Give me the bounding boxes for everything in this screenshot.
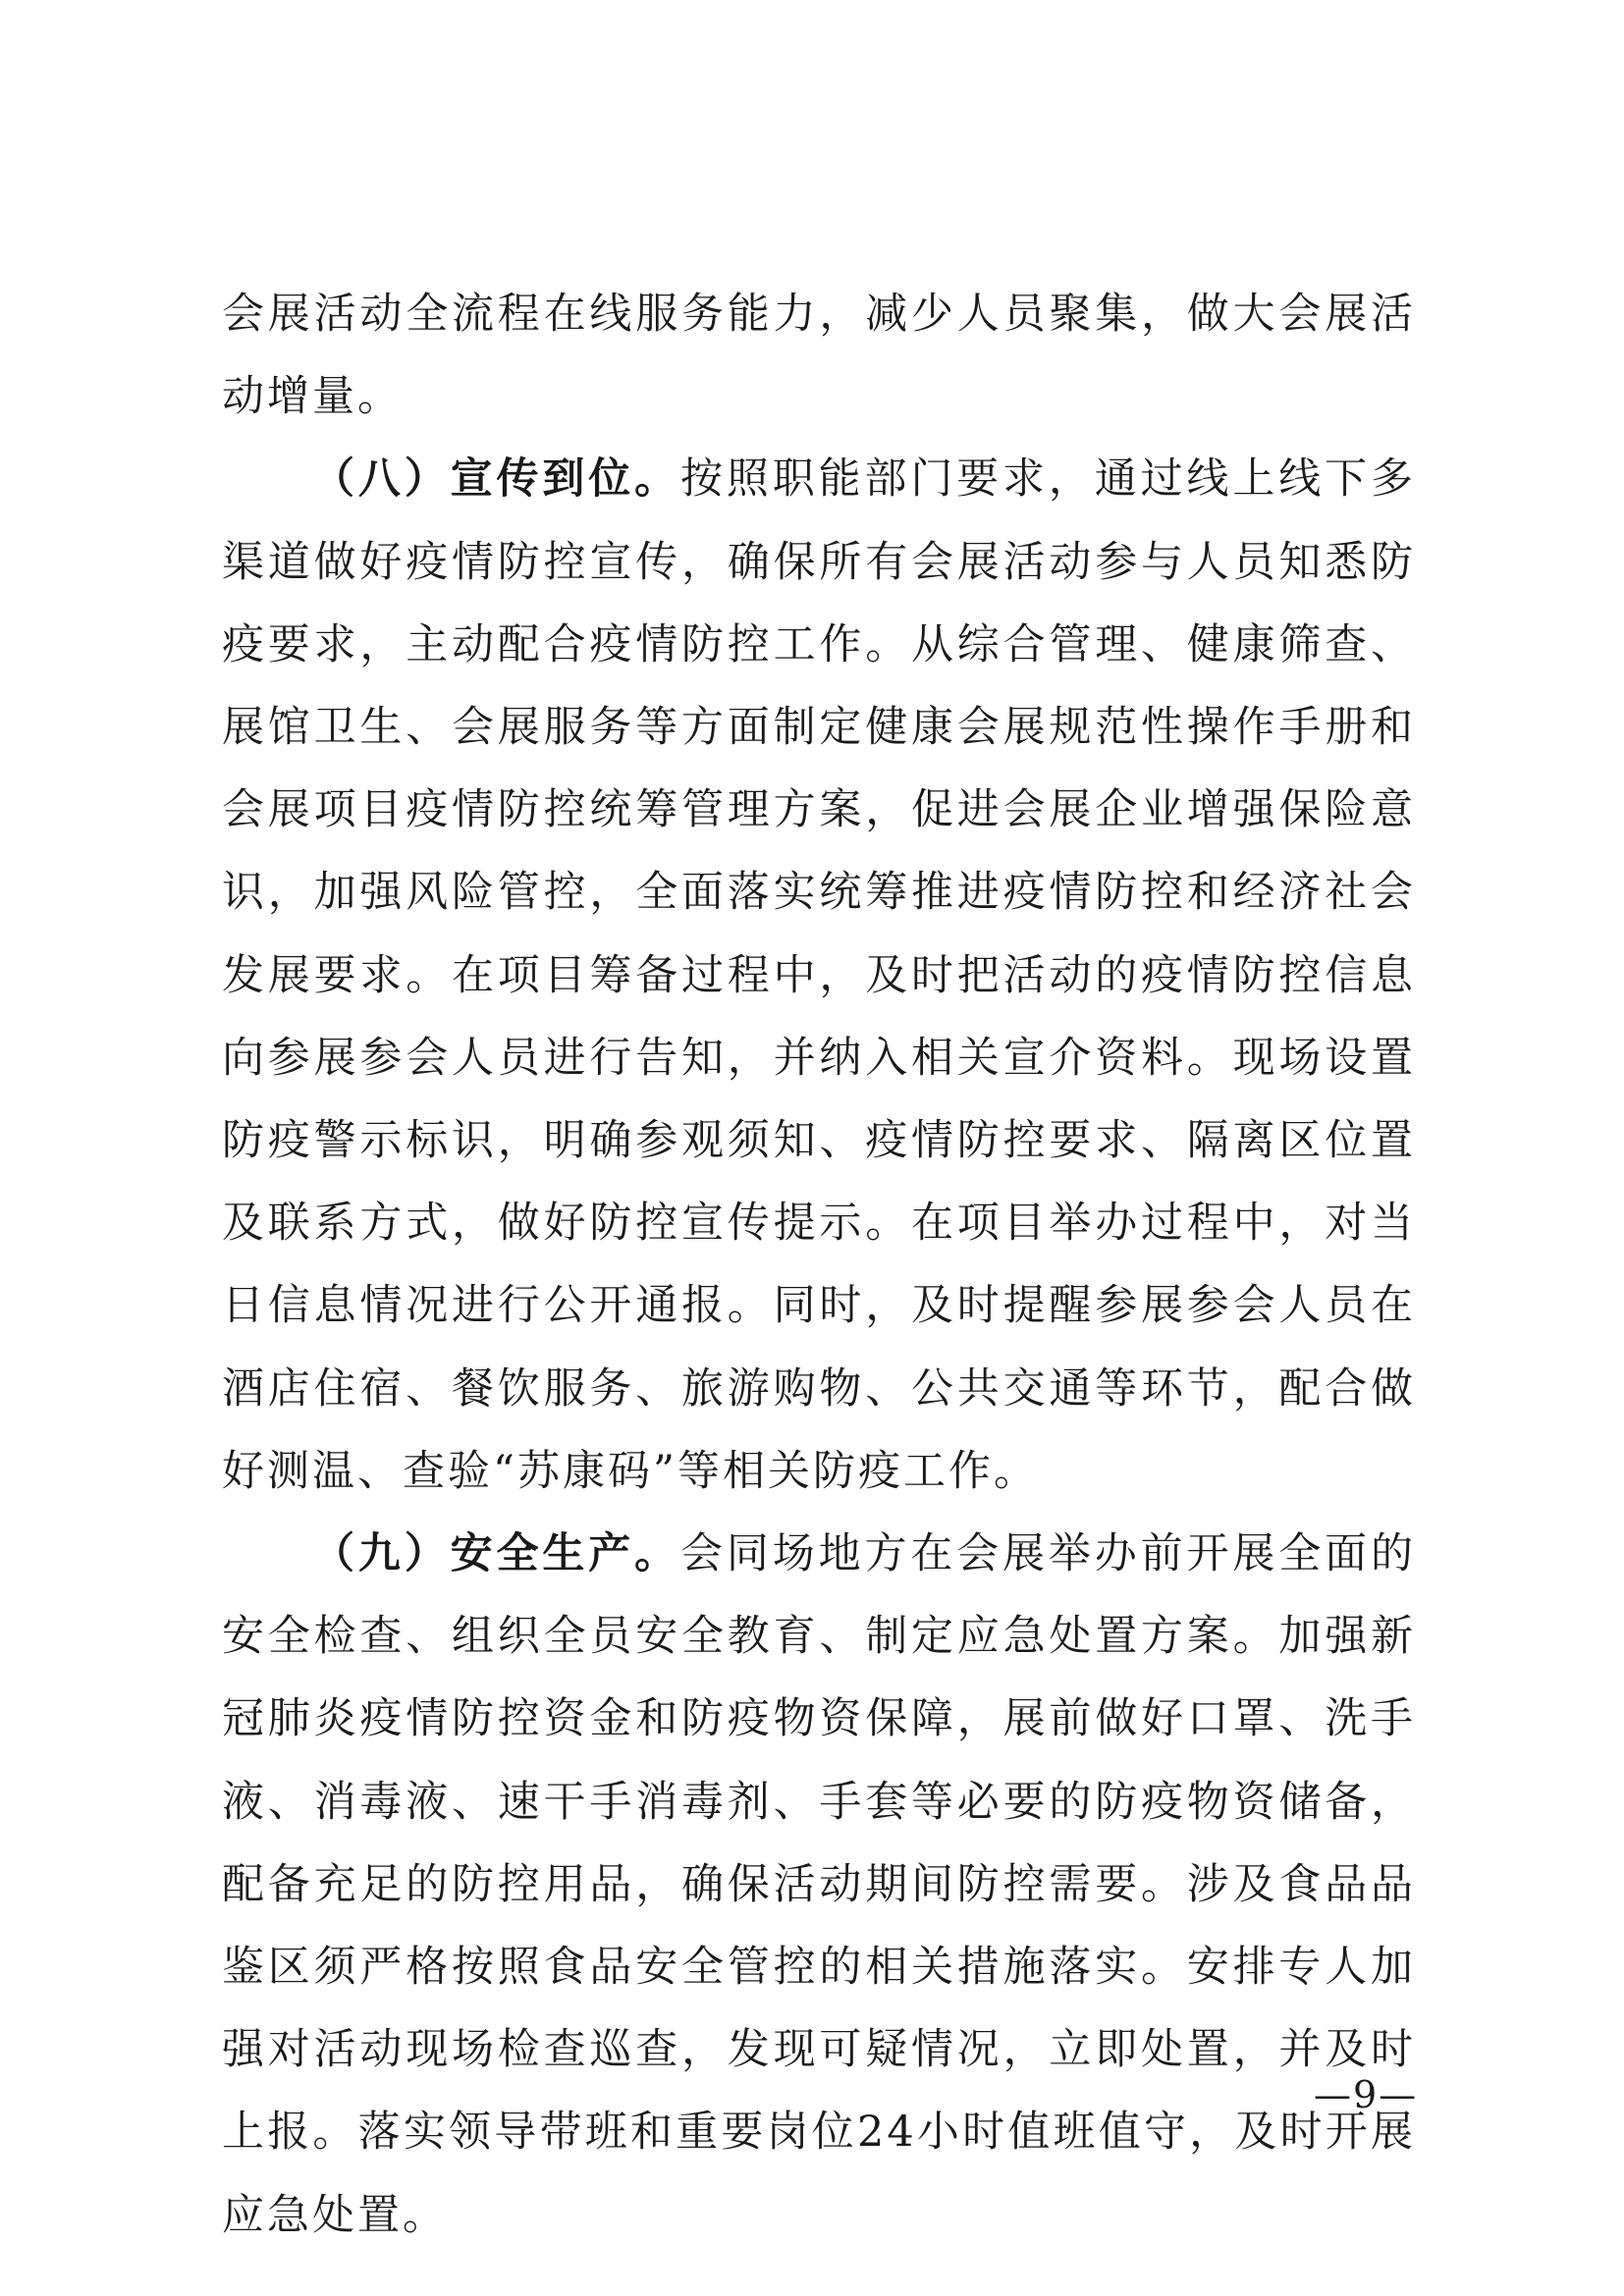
- paragraph-continuation: [222, 273, 1416, 438]
- section-heading: （九）安全生产。: [312, 1529, 680, 1579]
- section-heading: （八）宣传到位。: [312, 454, 680, 505]
- page-number: —9—: [1314, 2073, 1419, 2116]
- paragraph-section-9: [222, 1513, 1419, 2257]
- paragraph-text: 会展活动全流程在线服务能力，减少人员聚集，做大会展活动增量。: [222, 290, 1416, 422]
- document-body: [222, 273, 1419, 2257]
- paragraph-section-8: [222, 438, 1416, 1513]
- paragraph-text: 会同场地方在会展举办前开展全面的安全检查、组织全员安全教育、制定应急处置方案。加强新冠肺炎疫情防控资金和防疫物资保障，展前做好口罩、洗手液、消毒液、速干手消毒剂、手套等必要的防疫物资储备，配备充足的防控用品，确保活动期间防控需要。涉及食品品鉴区须严格按照食品安全管控的相关措施落实。安排专人加强对活动现场检查巡查，发现可疑情况，立即处置，并及时上报。落实领导带班和重要岗位24小时值班值守，及时开展应急处置。: [222, 1529, 1417, 2240]
- paragraph-text: 按照职能部门要求，通过线上线下多渠道做好疫情防控宣传，确保所有会展活动参与人员知悉防疫要求，主动配合疫情防控工作。从综合管理、健康筛查、展馆卫生、会展服务等方面制定健康会展规范性操作手册和会展项目疫情防控统筹管理方案，促进会展企业增强保险意识，加强风险管控，全面落实统筹推进疫情防控和经济社会发展要求。在项目筹备过程中，及时把活动的疫情防控信息向参展参会人员进行告知，并纳入相关宣介资料。现场设置防疫警示标识，明确参观须知、疫情防控要求、隔离区位置及联系方式，做好防控宣传提示。在项目举办过程中，对当日信息情况进行公开通报。同时，及时提醒参展参会人员在酒店住宿、餐饮服务、旅游购物、公共交通等环节，配合做好测温、查验“苏康码”等相关防疫工作。: [222, 454, 1417, 1496]
